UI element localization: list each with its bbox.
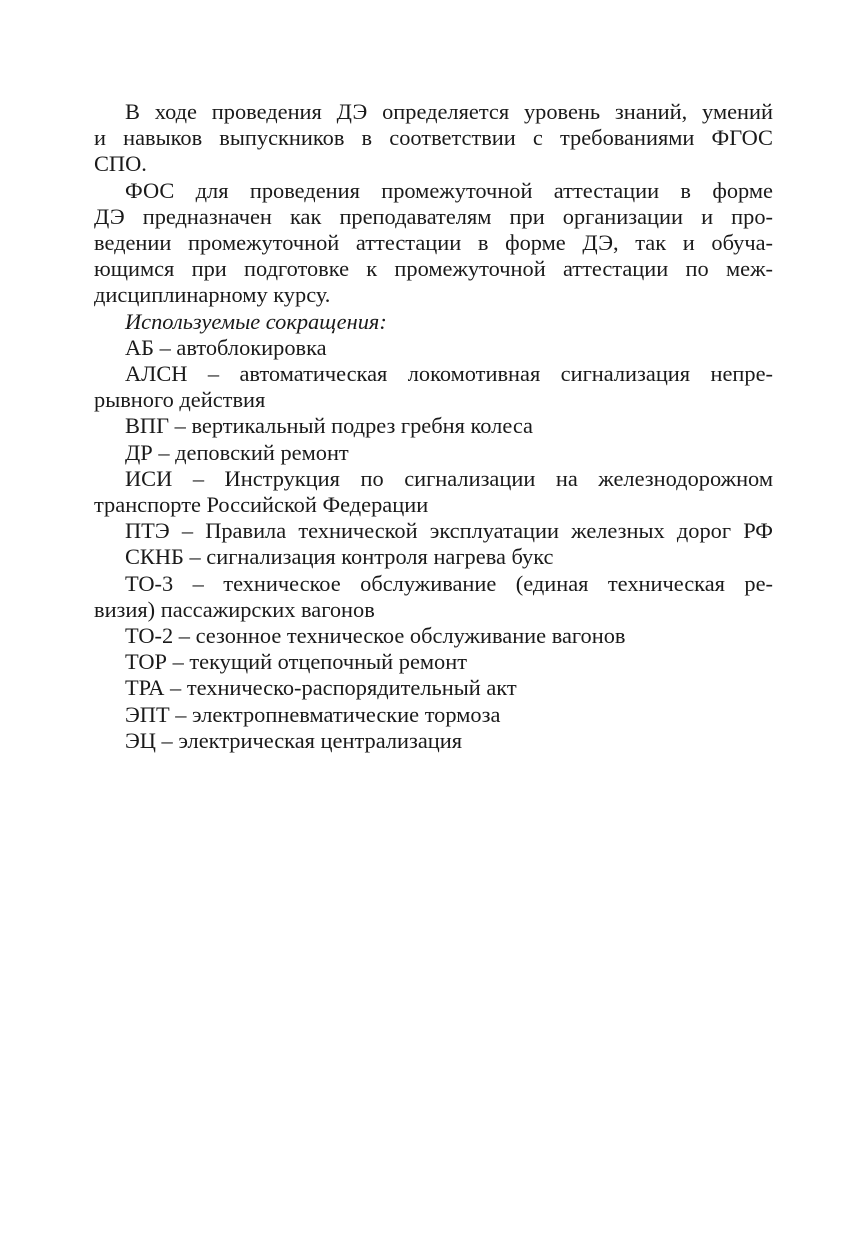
text-line: ТРА – техническо-распорядительный акт xyxy=(125,675,517,701)
text-line: визия) пассажирских вагонов xyxy=(94,596,375,622)
text-line: В ходе проведения ДЭ определяется уровень знаний, умений xyxy=(125,99,773,124)
fos-paragraph xyxy=(94,178,773,309)
text-line: ТО-2 – сезонное техническое обслуживание вагонов xyxy=(125,623,626,649)
text-line: ДЭ предназначен как преподавателям при организации и про- xyxy=(94,203,773,229)
text-line: ИСИ – Инструкция по сигнализации на железнодорожном xyxy=(125,465,773,491)
text-line: рывного действия xyxy=(94,387,266,413)
text-line: ТОР – текущий отцепочный ремонт xyxy=(125,649,468,675)
abbreviation-item xyxy=(94,335,773,361)
text-line: ВПГ – вертикальный подрез гребня колеса xyxy=(125,413,533,439)
text-line: ФОС для проведения промежуточной аттестации в форме xyxy=(125,177,773,203)
abbreviation-item xyxy=(94,623,773,649)
abbreviation-item xyxy=(94,466,773,518)
document-page xyxy=(94,99,773,754)
abbreviation-item xyxy=(94,571,773,623)
text-line: транспорте Российской Федерации xyxy=(94,492,429,518)
abbreviations-list xyxy=(94,335,773,754)
intro-paragraph xyxy=(94,99,773,178)
abbreviation-item xyxy=(94,728,773,754)
text-line: СПО. xyxy=(94,151,147,177)
text-line: ющимся при подготовке к промежуточной аттестации по меж- xyxy=(94,256,773,282)
abbreviation-item xyxy=(94,361,773,413)
text-line: АЛСН – автоматическая локомотивная сигнализация непре- xyxy=(125,361,773,387)
text-line: ДР – деповский ремонт xyxy=(125,439,349,465)
text-line: СКНБ – сигнализация контроля нагрева букс xyxy=(125,544,554,570)
text-line: ПТЭ – Правила технической эксплуатации железных дорог РФ xyxy=(125,518,773,544)
text-line: ТО-3 – техническое обслуживание (единая техническая ре- xyxy=(125,570,773,596)
abbreviation-item xyxy=(94,544,773,570)
text-line: ведении промежуточной аттестации в форме ДЭ, так и обуча- xyxy=(94,230,773,256)
abbreviation-item xyxy=(94,675,773,701)
abbreviation-item xyxy=(94,518,773,544)
abbreviation-item xyxy=(94,440,773,466)
abbreviations-heading: Используемые сокращения: xyxy=(125,308,387,334)
text-line: и навыков выпускников в соответствии с требованиями ФГОС xyxy=(94,125,773,151)
text-line: ЭПТ – электропневматические тормоза xyxy=(125,701,501,727)
abbreviation-item xyxy=(94,649,773,675)
text-line: ЭЦ – электрическая централизация xyxy=(125,727,463,753)
abbreviation-item xyxy=(94,413,773,439)
text-line: дисциплинарному курсу. xyxy=(94,282,331,308)
text-line: АБ – автоблокировка xyxy=(125,334,327,360)
abbreviation-item xyxy=(94,702,773,728)
